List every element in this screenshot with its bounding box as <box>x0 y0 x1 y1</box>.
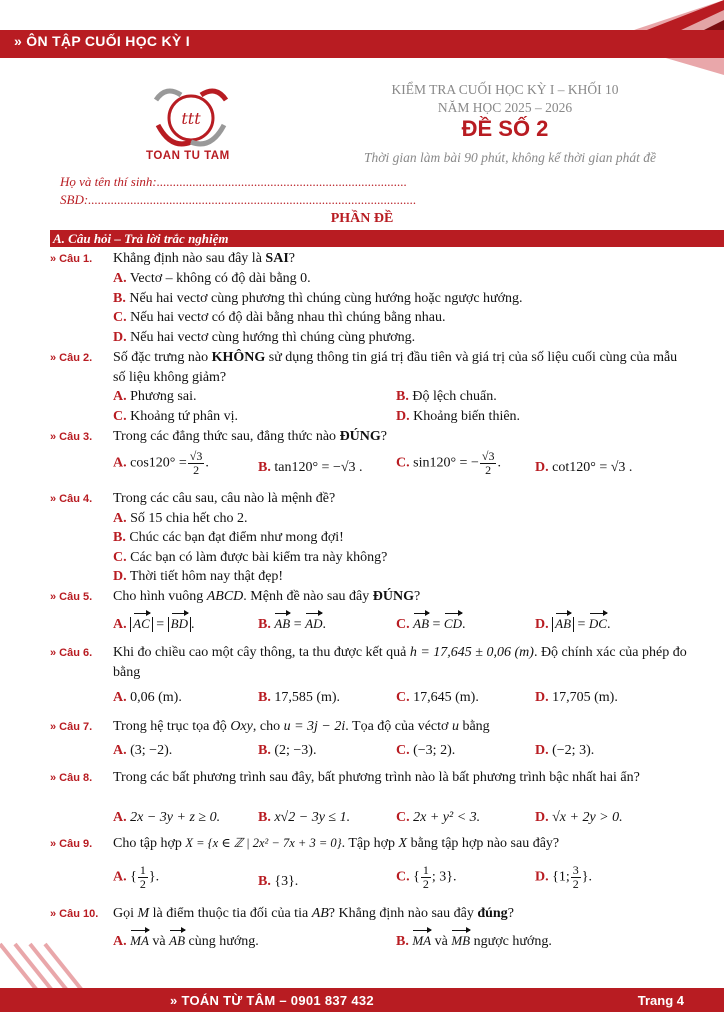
option: D. cot120° = √3 . <box>535 460 633 475</box>
footer-contact: » TOÁN TỪ TÂM – 0901 837 432 <box>170 993 374 1008</box>
question-8: » Câu 8. Trong các bất phương trình sau đây, bất phương trình nào là bất phương trình bậc nhất hai ẩn? <box>50 768 690 788</box>
question-5: » Câu 5. Cho hình vuông ABCD. Mệnh đề nào sau đây ĐÚNG? <box>50 587 690 607</box>
exam-number: ĐỀ SỐ 2 <box>461 116 549 141</box>
question-label: » Câu 3. <box>50 431 93 443</box>
option: B. Nếu hai vectơ cùng phương thì chúng cùng hướng hoặc ngược hướng. <box>113 291 523 306</box>
option: A. 2x − 3y + z ≥ 0. <box>113 810 221 825</box>
question-label: » Câu 8. <box>50 772 93 784</box>
exam-time: Thời gian làm bài 90 phút, không kể thời gian phát đề <box>364 150 656 165</box>
option: B. {3}. <box>258 874 299 889</box>
option: C. AB = CD. <box>396 611 465 634</box>
option: B. x√2 − 3y ≤ 1. <box>258 810 351 825</box>
corner-decoration-bottom <box>0 934 120 994</box>
exam-year: NĂM HỌC 2025 – 2026 <box>437 100 573 115</box>
question-1: » Câu 1. Khẳng định nào sau đây là SAI? <box>50 249 690 269</box>
question-label: » Câu 9. <box>50 838 93 850</box>
option: A. MA và AB cùng hướng. <box>113 928 259 951</box>
svg-text:ttt: ttt <box>181 109 201 128</box>
option: A. Vectơ – không có độ dài bằng 0. <box>113 271 311 286</box>
option: B. 17,585 (m). <box>258 690 341 705</box>
logo-text: TOAN TU TAM <box>146 150 230 162</box>
question-label: » Câu 5. <box>50 591 93 603</box>
option: B. Chúc các bạn đạt điểm như mong đợi! <box>113 530 344 545</box>
question-7: » Câu 7. Trong hệ trục tọa độ Oxy, cho u = 3j − 2i. Tọa độ của véctơ u bằng <box>50 717 690 737</box>
option: D. Nếu hai vectơ cùng hướng thì chúng cùng phương. <box>113 330 416 345</box>
question-9: » Câu 9. Cho tập hợp X = {x ∈ ℤ | 2x² − 7x + 3 = 0}. Tập hợp X bằng tập hợp nào sau đây? <box>50 834 690 854</box>
option: D. AB = DC. <box>535 611 610 634</box>
option: B. (2; −3). <box>258 743 317 758</box>
option: B. Độ lệch chuẩn. <box>396 389 497 404</box>
option: A. { $\frac{1}{2}$ }. <box>113 863 160 891</box>
student-id-field: SBD:..................................................................................................... <box>60 192 417 207</box>
option: C. { $\frac{1}{2}$ ; 3}. <box>396 863 457 891</box>
section-title: A. Câu hỏi – Trả lời trắc nghiệm <box>50 230 724 247</box>
question-label: » Câu 1. <box>50 253 93 265</box>
top-banner-text: » ÔN TẬP CUỐI HỌC KỲ I <box>14 33 190 49</box>
question-4: » Câu 4. Trong các câu sau, câu nào là mệnh đề? <box>50 489 690 509</box>
question-2: » Câu 2. Số đặc trưng nào KHÔNG sử dụng thông tin giá trị đầu tiên và giá trị của số liệu cuối cùng của mẫu số liệu không giảm? <box>50 350 678 385</box>
option: A. Số 15 chia hết cho 2. <box>113 511 248 526</box>
option: A. (3; −2). <box>113 743 173 758</box>
option: A. AC = BD . <box>113 611 195 634</box>
question-label: » Câu 10. <box>50 908 99 920</box>
option: D. Thời tiết hôm nay thật đẹp! <box>113 569 284 584</box>
option: A. 0,06 (m). <box>113 690 182 705</box>
option: D. Khoảng biến thiên. <box>396 409 521 424</box>
student-name-field: Họ và tên thí sinh:............................................................................. <box>60 174 408 189</box>
part-title: PHẦN ĐỀ <box>330 211 394 226</box>
exam-title: KIỂM TRA CUỐI HỌC KỲ I – KHỐI 10 <box>391 82 619 97</box>
option: C. Khoảng tứ phân vị. <box>113 409 239 424</box>
option: D. {1; $\frac{3}{2}$ }. <box>535 863 592 891</box>
option: B. tan120° = −√3 . <box>258 460 363 475</box>
question-label: » Câu 7. <box>50 721 93 733</box>
option: D. (−2; 3). <box>535 743 595 758</box>
option: D. 17,705 (m). <box>535 690 618 705</box>
option: C. Các bạn có làm được bài kiểm tra này không? <box>113 550 388 565</box>
option: C. Nếu hai vectơ có độ dài bằng nhau thì chúng bằng nhau. <box>113 310 446 325</box>
option: C. (−3; 2). <box>396 743 456 758</box>
option: C. sin120° = − $\frac{√3}{2}$ . <box>396 449 501 477</box>
question-label: » Câu 6. <box>50 647 93 659</box>
option: A. Phương sai. <box>113 389 197 404</box>
option: B. MA và MB ngược hướng. <box>396 928 552 951</box>
question-3: » Câu 3. Trong các đẳng thức sau, đẳng thức nào ĐÚNG? <box>50 427 690 447</box>
question-label: » Câu 4. <box>50 493 93 505</box>
option: C. 2x + y² < 3. <box>396 810 481 825</box>
question-10: » Câu 10. Gọi M là điểm thuộc tia đối của tia AB? Khẳng định nào sau đây đúng? <box>50 904 690 924</box>
option: D. √x + 2y > 0. <box>535 810 623 825</box>
page-number: Trang 4 <box>637 993 684 1008</box>
option: A. cos120° = $\frac{√3}{2}$ . <box>113 449 209 477</box>
question-label: » Câu 2. <box>50 352 93 364</box>
option: C. 17,645 (m). <box>396 690 479 705</box>
question-6: » Câu 6. Khi đo chiều cao một cây thông, ta thu được kết quả h = 17,645 ± 0,06 (m). Độ chính xác của phép đo bằng <box>50 645 687 680</box>
option: B. AB = AD. <box>258 611 326 634</box>
